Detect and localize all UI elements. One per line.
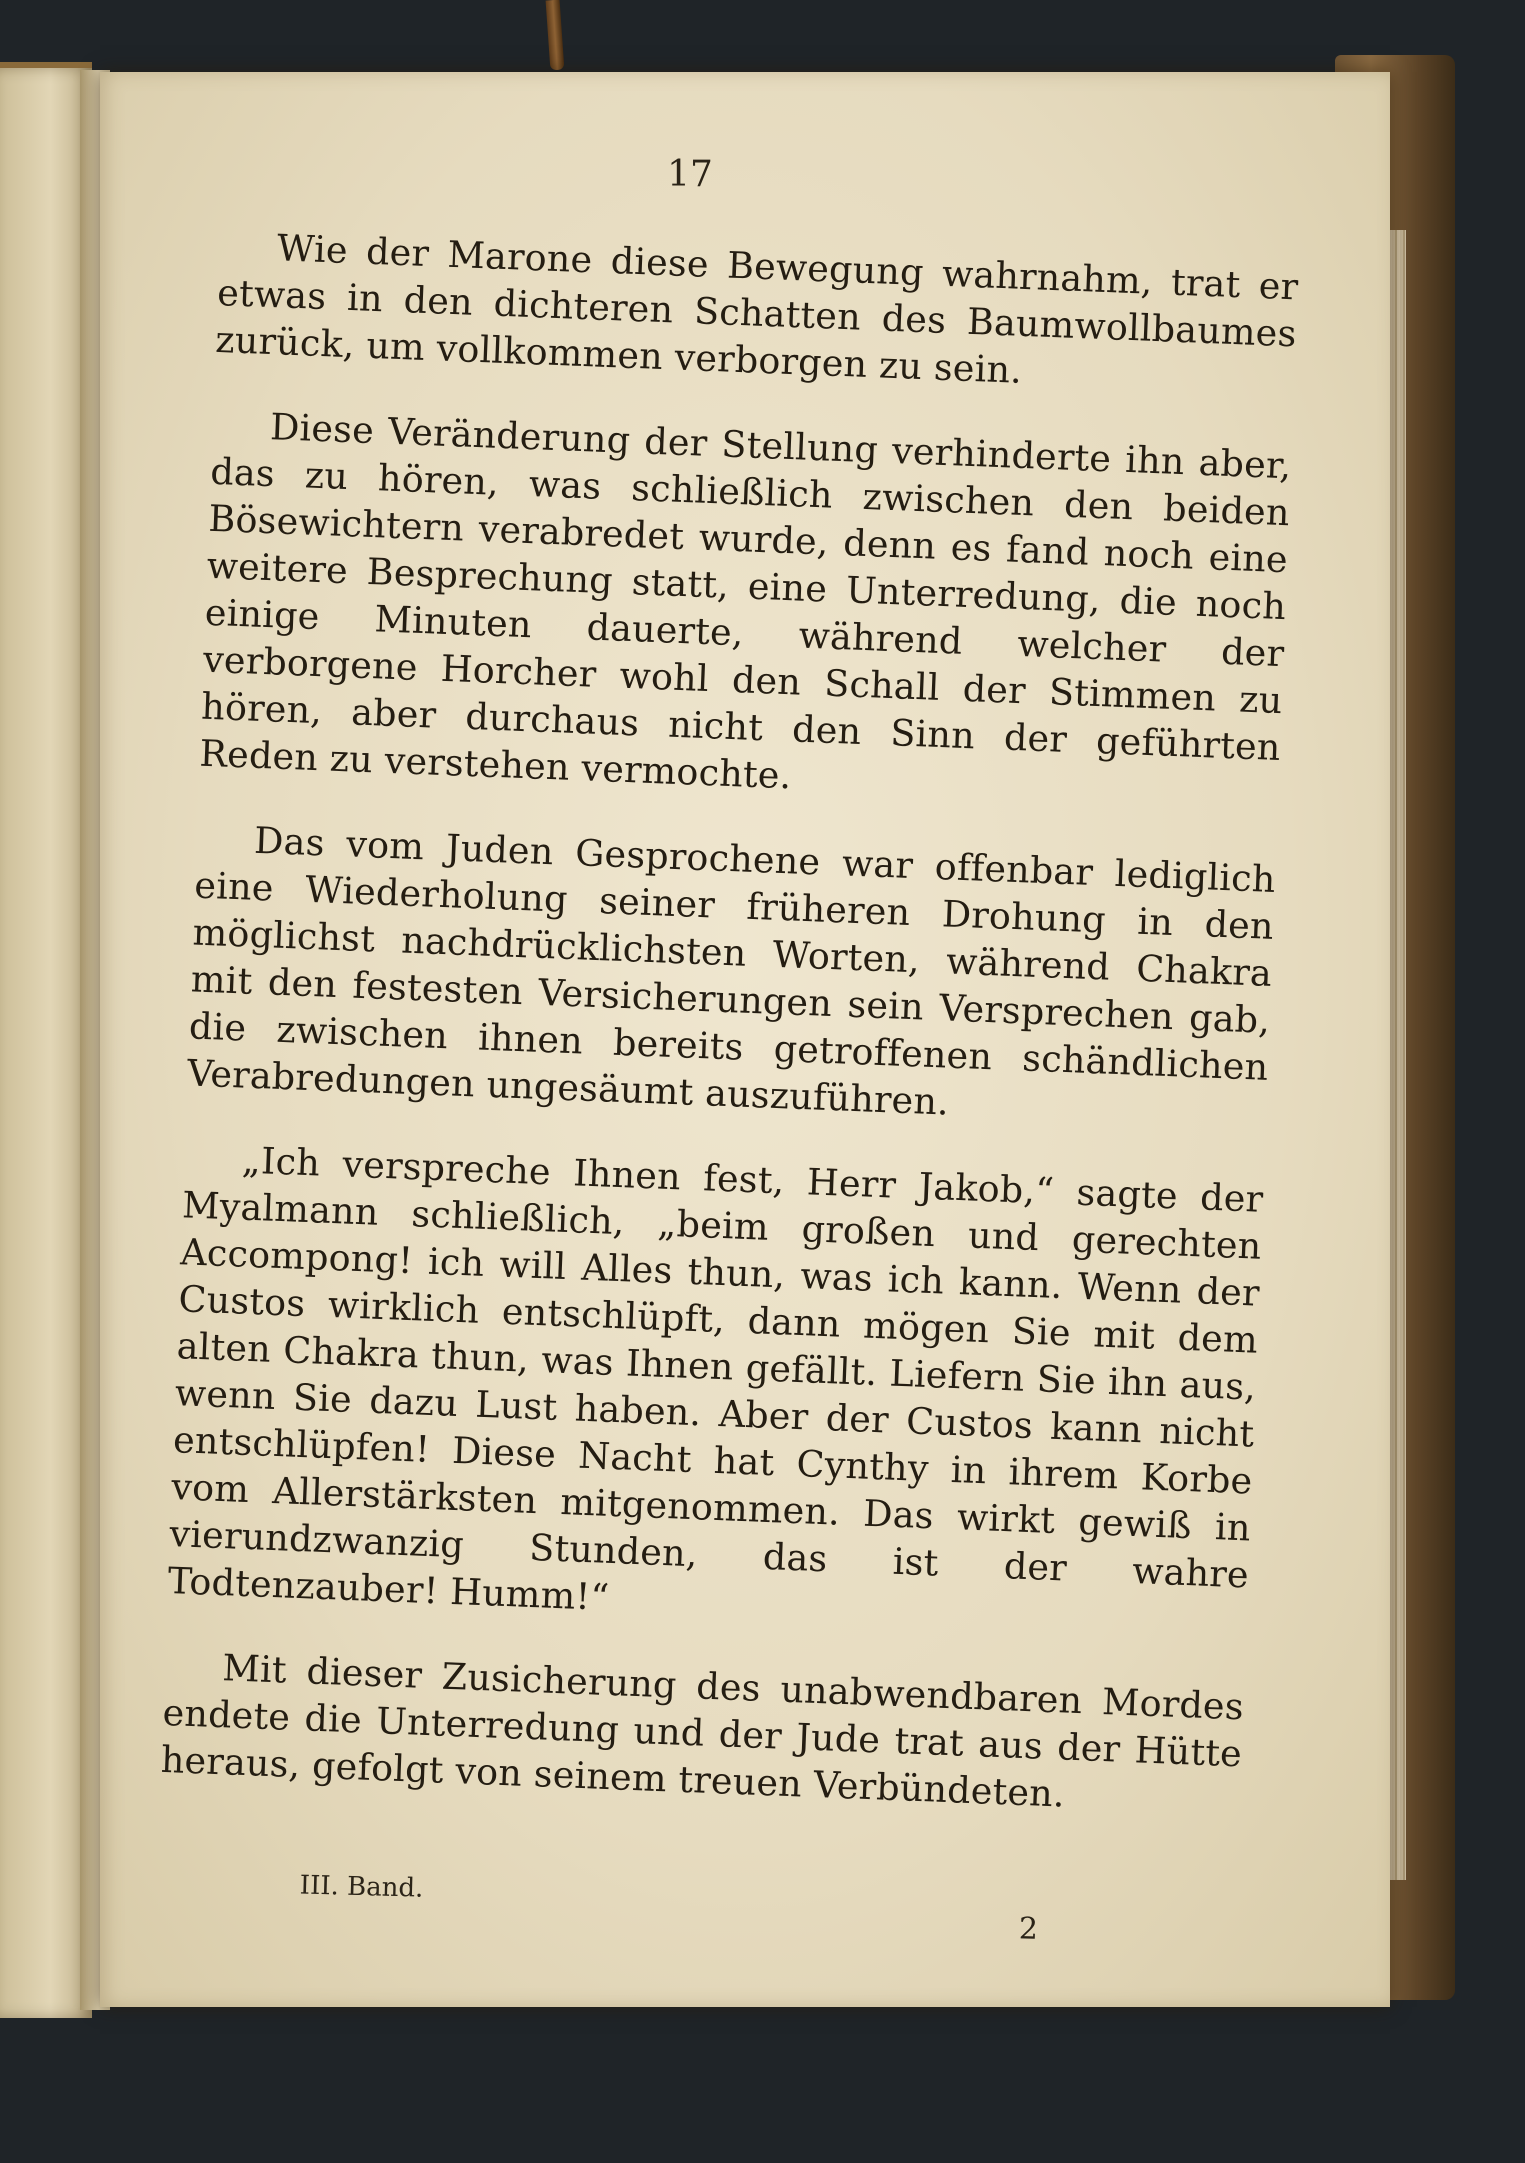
paragraph-1: Wie der Marone diese Bewegung wahrnahm, trat er etwas in den dichteren Schatten des Baumwollbaumes zurück, um vollkommen verborgen zu sein. <box>214 226 1300 392</box>
page-number: 17 <box>667 154 713 195</box>
paragraph-4: „Ich verspreche Ihnen fest, Herr Jakob,“ sagte der Myalmann schließlich, „beim großen und gerechten Accompong! ich will Alles thun, was ich kann. Wenn der Custos wirklich entschlüpft, dann mögen Sie mit dem alten Chakra thun, was Ihnen gefällt. Liefern Sie ihn aus, wenn Sie dazu Lust haben. Aber der Custos kann nicht entschlüpfen! Diese Nacht hat Cynthy in ihrem Korbe vom Allerstärksten mitgenommen. Das wirkt gewiß in vierundzwanzig Stunden, das ist der wahre Todtenzauber! Humm!“ <box>166 1138 1265 1619</box>
paragraph-2: Diese Veränderung der Stellung verhinderte ihn aber, das zu hören, was schließlich zwischen den beiden Bösewichtern verabredet wurde, denn es fand noch eine weitere Besprechung statt, eine Unterredung, die noch einige Minuten dauerte, während welcher der verborgene Horcher wohl den Schall der Stimmen zu hören, aber durchaus nicht den Sinn der geführten Reden zu verstehen vermochte. <box>198 405 1293 798</box>
bookmark-ribbon <box>546 0 565 70</box>
paragraph-3: Das vom Juden Gesprochene war offenbar lediglich eine Wiederholung seiner früheren Drohung in den möglichst nachdrücklichsten Worten, während Chakra mit den festesten Versicherungen sein Versprechen gab, die zwischen ihnen bereits getroffenen schändlichen Verabredungen ungesäumt auszuführen. <box>186 818 1277 1124</box>
volume-label: III. Band. <box>299 1870 424 1904</box>
book-page <box>100 72 1390 2007</box>
signature-mark: 2 <box>1018 1911 1039 1947</box>
page-footer <box>299 1870 1180 1947</box>
body-text <box>159 222 1300 1862</box>
paragraph-5: Mit dieser Zusicherung des unabwendbaren Mordes endete die Unterredung und der Jude trat aus der Hütte heraus, gefolgt von seinem treuen Verbündeten. <box>160 1646 1245 1816</box>
previous-page-edge <box>0 62 92 2018</box>
